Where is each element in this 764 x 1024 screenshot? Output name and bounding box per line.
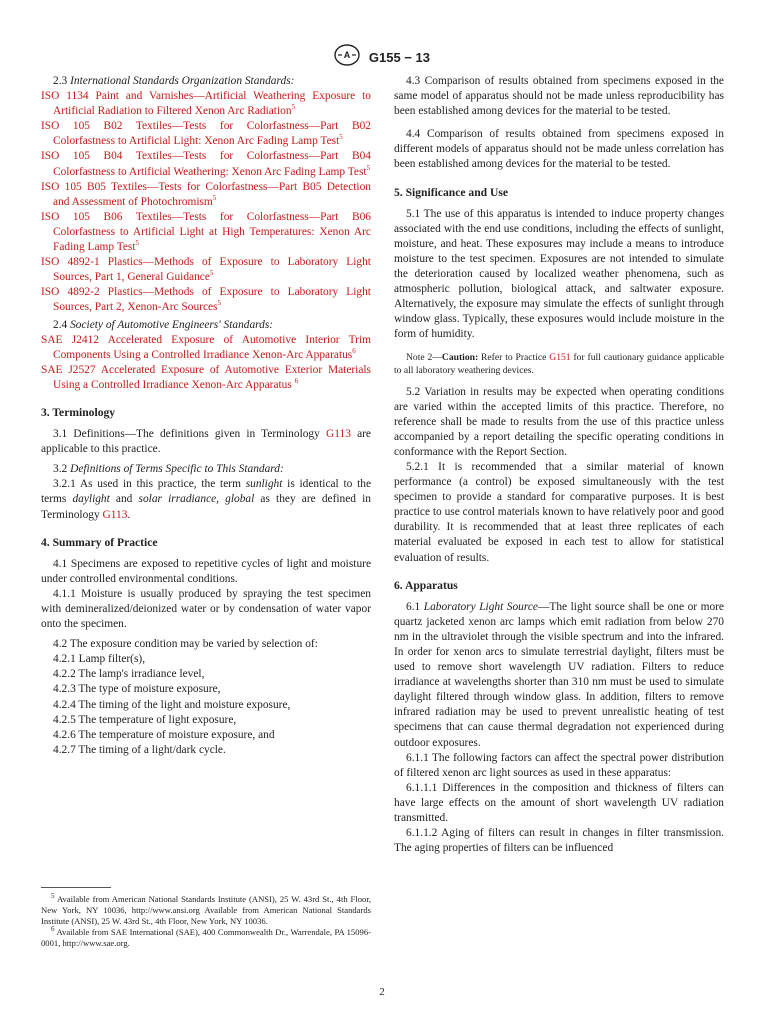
section-3-2-1: 3.2.1 As used in this practice, the term sunlight is identical to the terms daylight and solar irradiance, global as they are defined in Terminology G113. xyxy=(41,478,371,521)
reference-title: Accelerated Exposure of Automotive Exterior Materials Using a Controlled Irradiance Xenon-Arc Apparatus xyxy=(53,363,371,391)
reference-item[interactable] xyxy=(41,210,371,255)
reference-code[interactable]: ISO 105 B02 xyxy=(41,120,123,133)
section-5-2: 5.2 Variation in results may be expected when operating conditions are varied within the accepted limits of this practice. Therefore, no reference shall be made to results from the use of this practice unless accompanied by a report detailing the specific operating conditions in conformance with the Report Section. xyxy=(394,385,724,458)
section-2-3: 2.3 International Standards Organization Standards: xyxy=(53,75,295,87)
reference-code[interactable]: ISO 4892-2 xyxy=(41,286,100,299)
section-2-4: 2.4 Society of Automotive Engineers' Standards: xyxy=(53,318,274,331)
section-4-1: 4.1 Specimens are exposed to repetitive cycles of light and moisture under controlled environmental conditions. xyxy=(41,557,371,585)
section-4-1-1: 4.1.1 Moisture is usually produced by spraying the test specimen with demineralized/deionized water or by condensation of water vapor onto the specimen. xyxy=(41,587,371,631)
exposure-condition-item: 4.2.1 Lamp filter(s), xyxy=(53,653,146,666)
footnote-marker: 6 xyxy=(294,377,299,386)
reference-code[interactable]: SAE J2412 xyxy=(41,333,100,346)
reference-title: Plastics—Methods of Exposure to Laboratory Light Sources, Part 2, Xenon-Arc Sources xyxy=(53,286,371,314)
footnote-marker: 6 xyxy=(352,346,356,355)
reference-item[interactable] xyxy=(41,333,371,363)
section-3-heading: 3. Terminology xyxy=(41,405,116,419)
footnote-marker: 5 xyxy=(339,133,343,142)
footnote-rule xyxy=(41,887,111,888)
exposure-condition-item: 4.2.6 The temperature of moisture exposure, and xyxy=(53,728,275,741)
reference-code[interactable]: ISO 1134 xyxy=(41,90,89,103)
reference-code[interactable]: ISO 105 B06 xyxy=(41,210,123,223)
section-6-1-1: 6.1.1 The following factors can affect the spectral power distribution of filtered xenon arc light sources as used in these apparatus: xyxy=(394,751,724,779)
exposure-condition-item: 4.2.2 The lamp's irradiance level, xyxy=(53,668,205,681)
astm-logo-icon xyxy=(334,44,360,71)
reference-item[interactable] xyxy=(41,89,371,119)
footnote-marker: 5 xyxy=(366,163,371,172)
page-header xyxy=(0,44,764,71)
section-4-4: 4.4 Comparison of results obtained from specimens exposed in different models of apparatus should not be made unless correlation has been established among devices for the material to be tested. xyxy=(394,128,724,171)
footnote-5: $^5$ Available from American National Standards Institute (ANSI), 25 W. 43rd St., 4th Floor, New York, NY 10036, http://www.ansi.org Available from American National Standards Institute (ANSI), 25 W. 43rd St., 4th Floor, New York, NY 10036. xyxy=(41,892,371,926)
section-6-1-1-2: 6.1.1.2 Aging of filters can result in changes in filter transmission. The aging properties of filters can be influenced xyxy=(394,827,724,855)
reference-title: Textiles—Tests for Colorfastness—Part B04 Colorfastness to Artificial Weathering: Xenon Arc Fading Lamp Test xyxy=(53,150,371,178)
footnote-marker: 5 xyxy=(217,299,221,308)
reference-title: Textiles—Tests for Colorfastness—Part B06 Colorfastness to Artificial Light at High Temperatures: Xenon Arc Fading Lamp Test xyxy=(53,210,371,254)
section-6-heading: 6. Apparatus xyxy=(394,578,458,592)
footnote-6: $^6$ Available from SAE International (SAE), 400 Commonwealth Dr., Warrendale, PA 15096-0001, http://www.sae.org. xyxy=(41,925,371,948)
reference-code[interactable]: ISO 105 B05 xyxy=(41,180,106,193)
exposure-condition-item: 4.2.7 The timing of a light/dark cycle. xyxy=(53,743,226,756)
page-number: 2 xyxy=(379,986,385,998)
standard-designation: G155 − 13 xyxy=(368,50,430,65)
reference-item[interactable] xyxy=(41,180,371,210)
section-3-2: 3.2 Definitions of Terms Specific to This Standard: xyxy=(53,463,284,476)
g113-link-2[interactable]: G113 xyxy=(102,508,128,521)
section-4-2: 4.2 The exposure condition may be varied by selection of: xyxy=(53,638,318,651)
reference-title: Textiles—Tests for Colorfastness—Part B02 Colorfastness to Artificial Light: Xenon Arc Fading Lamp Test xyxy=(53,120,371,148)
reference-item[interactable] xyxy=(41,285,371,315)
reference-code[interactable]: ISO 4892-1 xyxy=(41,256,100,269)
iso-reference-list xyxy=(41,89,371,315)
section-4-heading: 4. Summary of Practice xyxy=(41,535,158,549)
reference-item[interactable] xyxy=(41,149,371,179)
footnote-marker: 5 xyxy=(212,193,217,202)
exposure-condition-item: 4.2.5 The temperature of light exposure, xyxy=(53,713,237,726)
left-column xyxy=(41,74,371,758)
reference-title: Textiles—Tests for Colorfastness—Part B05 Detection and Assessment of Photochromism xyxy=(53,180,371,208)
exposure-condition-item: 4.2.4 The timing of the light and moisture exposure, xyxy=(53,698,291,711)
section-5-2-1: 5.2.1 It is recommended that a similar material of known performance (a control) be exposed simultaneously with the test specimen to provide a standard for comparative purposes. It is best practice to use control materials known to have relatively poor and good durability. It is recommended that at least three replicates of each material evaluated be exposed in each test to allow for statistical evaluation of results. xyxy=(394,460,724,564)
exposure-condition-list xyxy=(41,652,371,758)
section-6-1-1-1: 6.1.1.1 Differences in the composition and thickness of filters can have large effects on the amount of short wavelength UV radiation transmitted. xyxy=(394,781,724,825)
reference-title: Paint and Varnishes—Artificial Weathering Exposure to Artificial Radiation to Filtered Xenon Arc Radiation xyxy=(53,90,372,118)
section-4-3: 4.3 Comparison of results obtained from specimens exposed in the same model of apparatus should not be made unless reproducibility has been established among devices for the material to be tested. xyxy=(394,75,724,118)
section-3-1: 3.1 Definitions—The definitions given in Terminology G113 are applicable to this practice. xyxy=(41,428,371,456)
reference-item[interactable] xyxy=(41,255,371,285)
section-6-1: 6.1 Laboratory Light Source—The light source shall be one or more quartz jacketed xenon arc lamps which emit radiation from below 270 nm in the ultraviolet through the visible spectrum and into the infrared. In order for xenon arcs to simulate terrestrial daylight, filters must be used to remove short wavelength UV radiation. Filters to reduce irradiance at wavelengths shorter than 310 nm must be used to simulate daylight filtered through window glass. In addition, filters to remove infrared radiation may be used to prevent unrealistic heating of test specimens that can cause thermal degradation not experienced during outdoor exposures. xyxy=(394,600,724,749)
right-column xyxy=(394,74,724,856)
reference-code[interactable]: SAE J2527 xyxy=(41,363,96,376)
footnotes xyxy=(41,887,371,949)
note-2: Note 2—Caution: Refer to Practice G151 for full cautionary guidance applicable to all laboratory weathering devices. xyxy=(394,351,724,376)
g113-link[interactable]: G113 xyxy=(326,428,351,441)
footnote-marker: 5 xyxy=(291,103,296,112)
g151-link[interactable]: G151 xyxy=(549,351,571,363)
section-5-1: 5.1 The use of this apparatus is intended to induce property changes associated with the end use conditions, including the effects of sunlight, moisture, and heat. These exposures may include a means to introduce moisture to the test specimen. Exposures are not intended to simulate the deterioration caused by localized weather phenomena, such as atmospheric pollution, biological attack, and saltwater exposure. Alternatively, the exposure may simulate the effects of sunlight through window glass. Typically, these exposures would include moisture in the form of humidity. xyxy=(394,207,724,341)
reference-code[interactable]: ISO 105 B04 xyxy=(41,150,123,163)
sae-reference-list xyxy=(41,333,371,393)
reference-title: Plastics—Methods of Exposure to Laboratory Light Sources, Part 1, General Guidance xyxy=(53,256,371,284)
svg-text:A: A xyxy=(343,50,351,60)
footnote-marker: 5 xyxy=(209,269,214,278)
exposure-condition-item: 4.2.3 The type of moisture exposure, xyxy=(53,683,221,696)
reference-title: Accelerated Exposure of Automotive Interior Trim Components Using a Controlled Irradiance Xenon-Arc Apparatus xyxy=(53,333,371,361)
reference-item[interactable] xyxy=(41,363,371,393)
footnote-marker: 5 xyxy=(135,239,140,248)
section-5-heading: 5. Significance and Use xyxy=(394,185,509,199)
reference-item[interactable] xyxy=(41,119,371,149)
